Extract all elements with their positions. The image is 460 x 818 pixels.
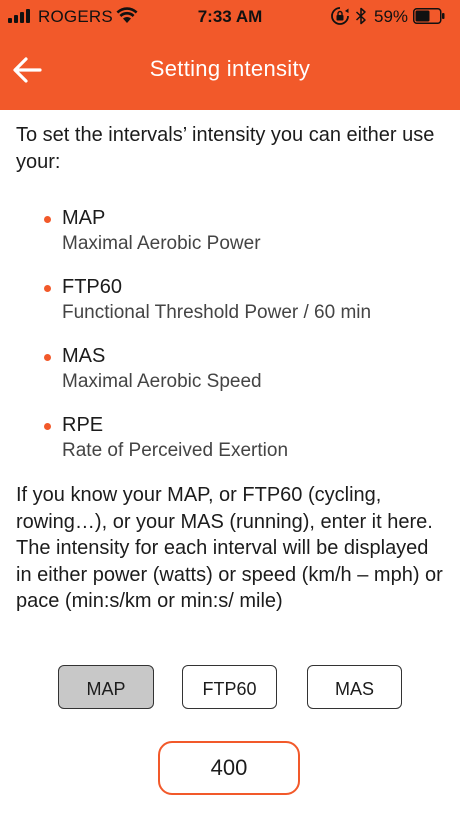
battery-icon bbox=[413, 8, 445, 24]
option-map bbox=[44, 206, 444, 275]
rotation-lock-icon bbox=[330, 6, 350, 26]
ftp60-button[interactable]: FTP60 bbox=[182, 665, 277, 709]
option-name: FTP60 bbox=[62, 276, 123, 298]
page-title: Setting intensity bbox=[149, 56, 311, 81]
bullet-icon bbox=[44, 423, 51, 430]
mas-button[interactable]: MAS bbox=[307, 665, 402, 709]
bullet-icon bbox=[44, 285, 51, 292]
intensity-value-input[interactable]: 400 bbox=[158, 741, 300, 795]
content-area bbox=[16, 122, 448, 612]
option-description: Functional Threshold Power / 60 min bbox=[62, 302, 372, 323]
carrier-name: ROGERS bbox=[38, 7, 113, 26]
intro-text: To set the intervals’ intensity you can either use your: bbox=[16, 124, 435, 173]
option-name: MAP bbox=[62, 207, 106, 229]
bluetooth-icon bbox=[355, 7, 367, 25]
map-button[interactable]: MAP bbox=[58, 665, 154, 709]
option-description: Rate of Perceived Exertion bbox=[62, 440, 289, 461]
option-ftp60 bbox=[44, 275, 444, 344]
status-time: 7:33 AM bbox=[197, 7, 263, 26]
option-description: Maximal Aerobic Power bbox=[62, 233, 261, 254]
battery-percent: 59% bbox=[374, 7, 409, 26]
option-description: Maximal Aerobic Speed bbox=[62, 371, 262, 392]
option-rpe bbox=[44, 413, 444, 482]
option-name: RPE bbox=[62, 414, 104, 436]
option-name: MAS bbox=[62, 345, 106, 367]
explanation-text: If you know your MAP, or FTP60 (cycling, rowing…), or your MAS (running), enter it here. The intensity for each interval will be displayed in either power (watts) or speed (km/h – mph) or pace (min:s/km or min:s/ mile) bbox=[16, 484, 443, 612]
bullet-icon bbox=[44, 354, 51, 361]
bullet-icon bbox=[44, 216, 51, 223]
app-header bbox=[0, 0, 460, 110]
intensity-options-list bbox=[44, 206, 444, 482]
option-mas bbox=[44, 344, 444, 413]
status-bar bbox=[0, 0, 460, 32]
